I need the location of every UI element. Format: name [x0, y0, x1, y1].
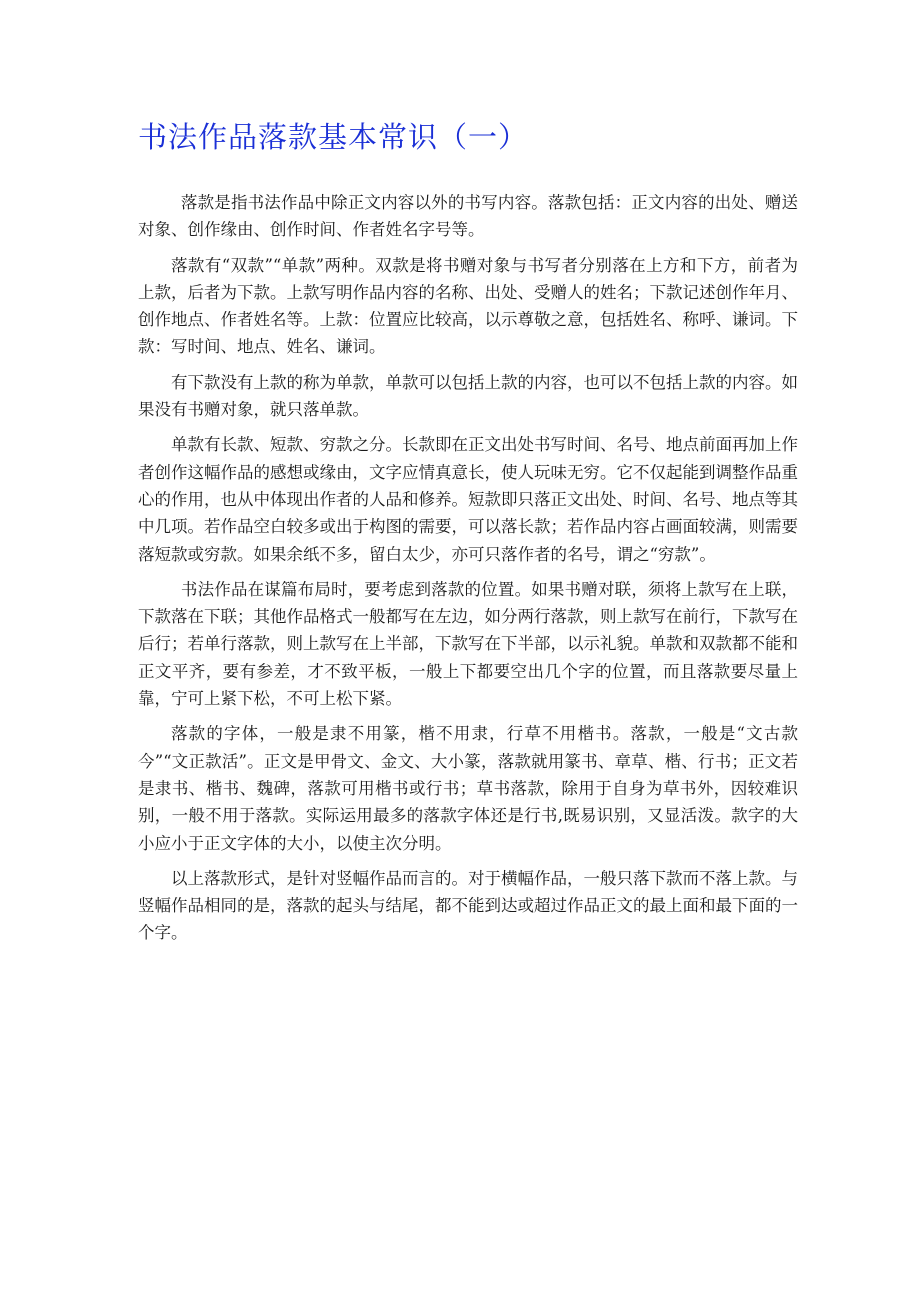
paragraph-double-inscription: 落款有“双款”“单款”两种。双款是将书赠对象与书写者分别落在上方和下方，前者为上款，后者为下款。上款写明作品内容的名称、出处、受赠人的姓名；下款记述创作年月、创作地点、作者姓名等。上款：位置应比较高，以示尊敬之意，包括姓名、称呼、谦词。下款：写时间、地点、姓名、谦词。 — [138, 255, 798, 357]
paragraph-single-inscription: 有下款没有上款的称为单款，单款可以包括上款的内容，也可以不包括上款的内容。如果没有书赠对象，就只落单款。 — [138, 372, 798, 420]
paragraph-horizontal-works: 以上落款形式，是针对竖幅作品而言的。对于横幅作品，一般只落下款而不落上款。与竖幅作品相同的是，落款的起头与结尾，都不能到达或超过作品正文的最上面和最下面的一个字。 — [138, 868, 798, 943]
document-page — [138, 112, 798, 955]
paragraph-definition: 落款是指书法作品中除正文内容以外的书写内容。落款包括：正文内容的出处、赠送对象、创作缘由、创作时间、作者姓名字号等。 — [138, 193, 798, 240]
document-body — [138, 189, 798, 947]
paragraph-inscription-position: 书法作品在谋篇布局时，要考虑到落款的位置。如果书赠对联，须将上款写在上联，下款落在下联；其他作品格式一般都写在左边，如分两行落款，则上款写在前行，下款写在后行；若单行落款，则上款写在上半部，下款写在下半部，以示礼貌。单款和双款都不能和正文平齐，要有参差，才不致平板，一般上下都要空出几个字的位置，而且落款要尽量上靠，宁可上紧下松，不可上松下紧。 — [138, 579, 798, 709]
document-title: 书法作品落款基本常识（一） — [138, 120, 529, 154]
paragraph-inscription-script: 落款的字体，一般是隶不用篆，楷不用隶，行草不用楷书。落款，一般是“文古款今”“文正款活”。正文是甲骨文、金文、大小篆，落款就用篆书、章草、楷、行书；正文若是隶书、楷书、魏碑，落款可用楷书或行书；草书落款，除用于自身为草书外，因较难识别，一般不用于落款。实际运用最多的落款字体还是行书,既易识别，又显活泼。款字的大小应小于正文字体的大小，以使主次分明。 — [138, 724, 798, 853]
paragraph-long-short-inscription: 单款有长款、短款、穷款之分。长款即在正文出处书写时间、名号、地点前面再加上作者创作这幅作品的感想或缘由，文字应情真意长，使人玩味无穷。它不仅起能到调整作品重心的作用，也从中体现出作者的人品和修养。短款即只落正文出处、时间、名号、地点等其中几项。若作品空白较多或出于构图的需要，可以落长款；若作品内容占画面较满，则需要落短款或穷款。如果余纸不多，留白太少，亦可只落作者的名号，谓之“穷款”。 — [138, 435, 798, 564]
